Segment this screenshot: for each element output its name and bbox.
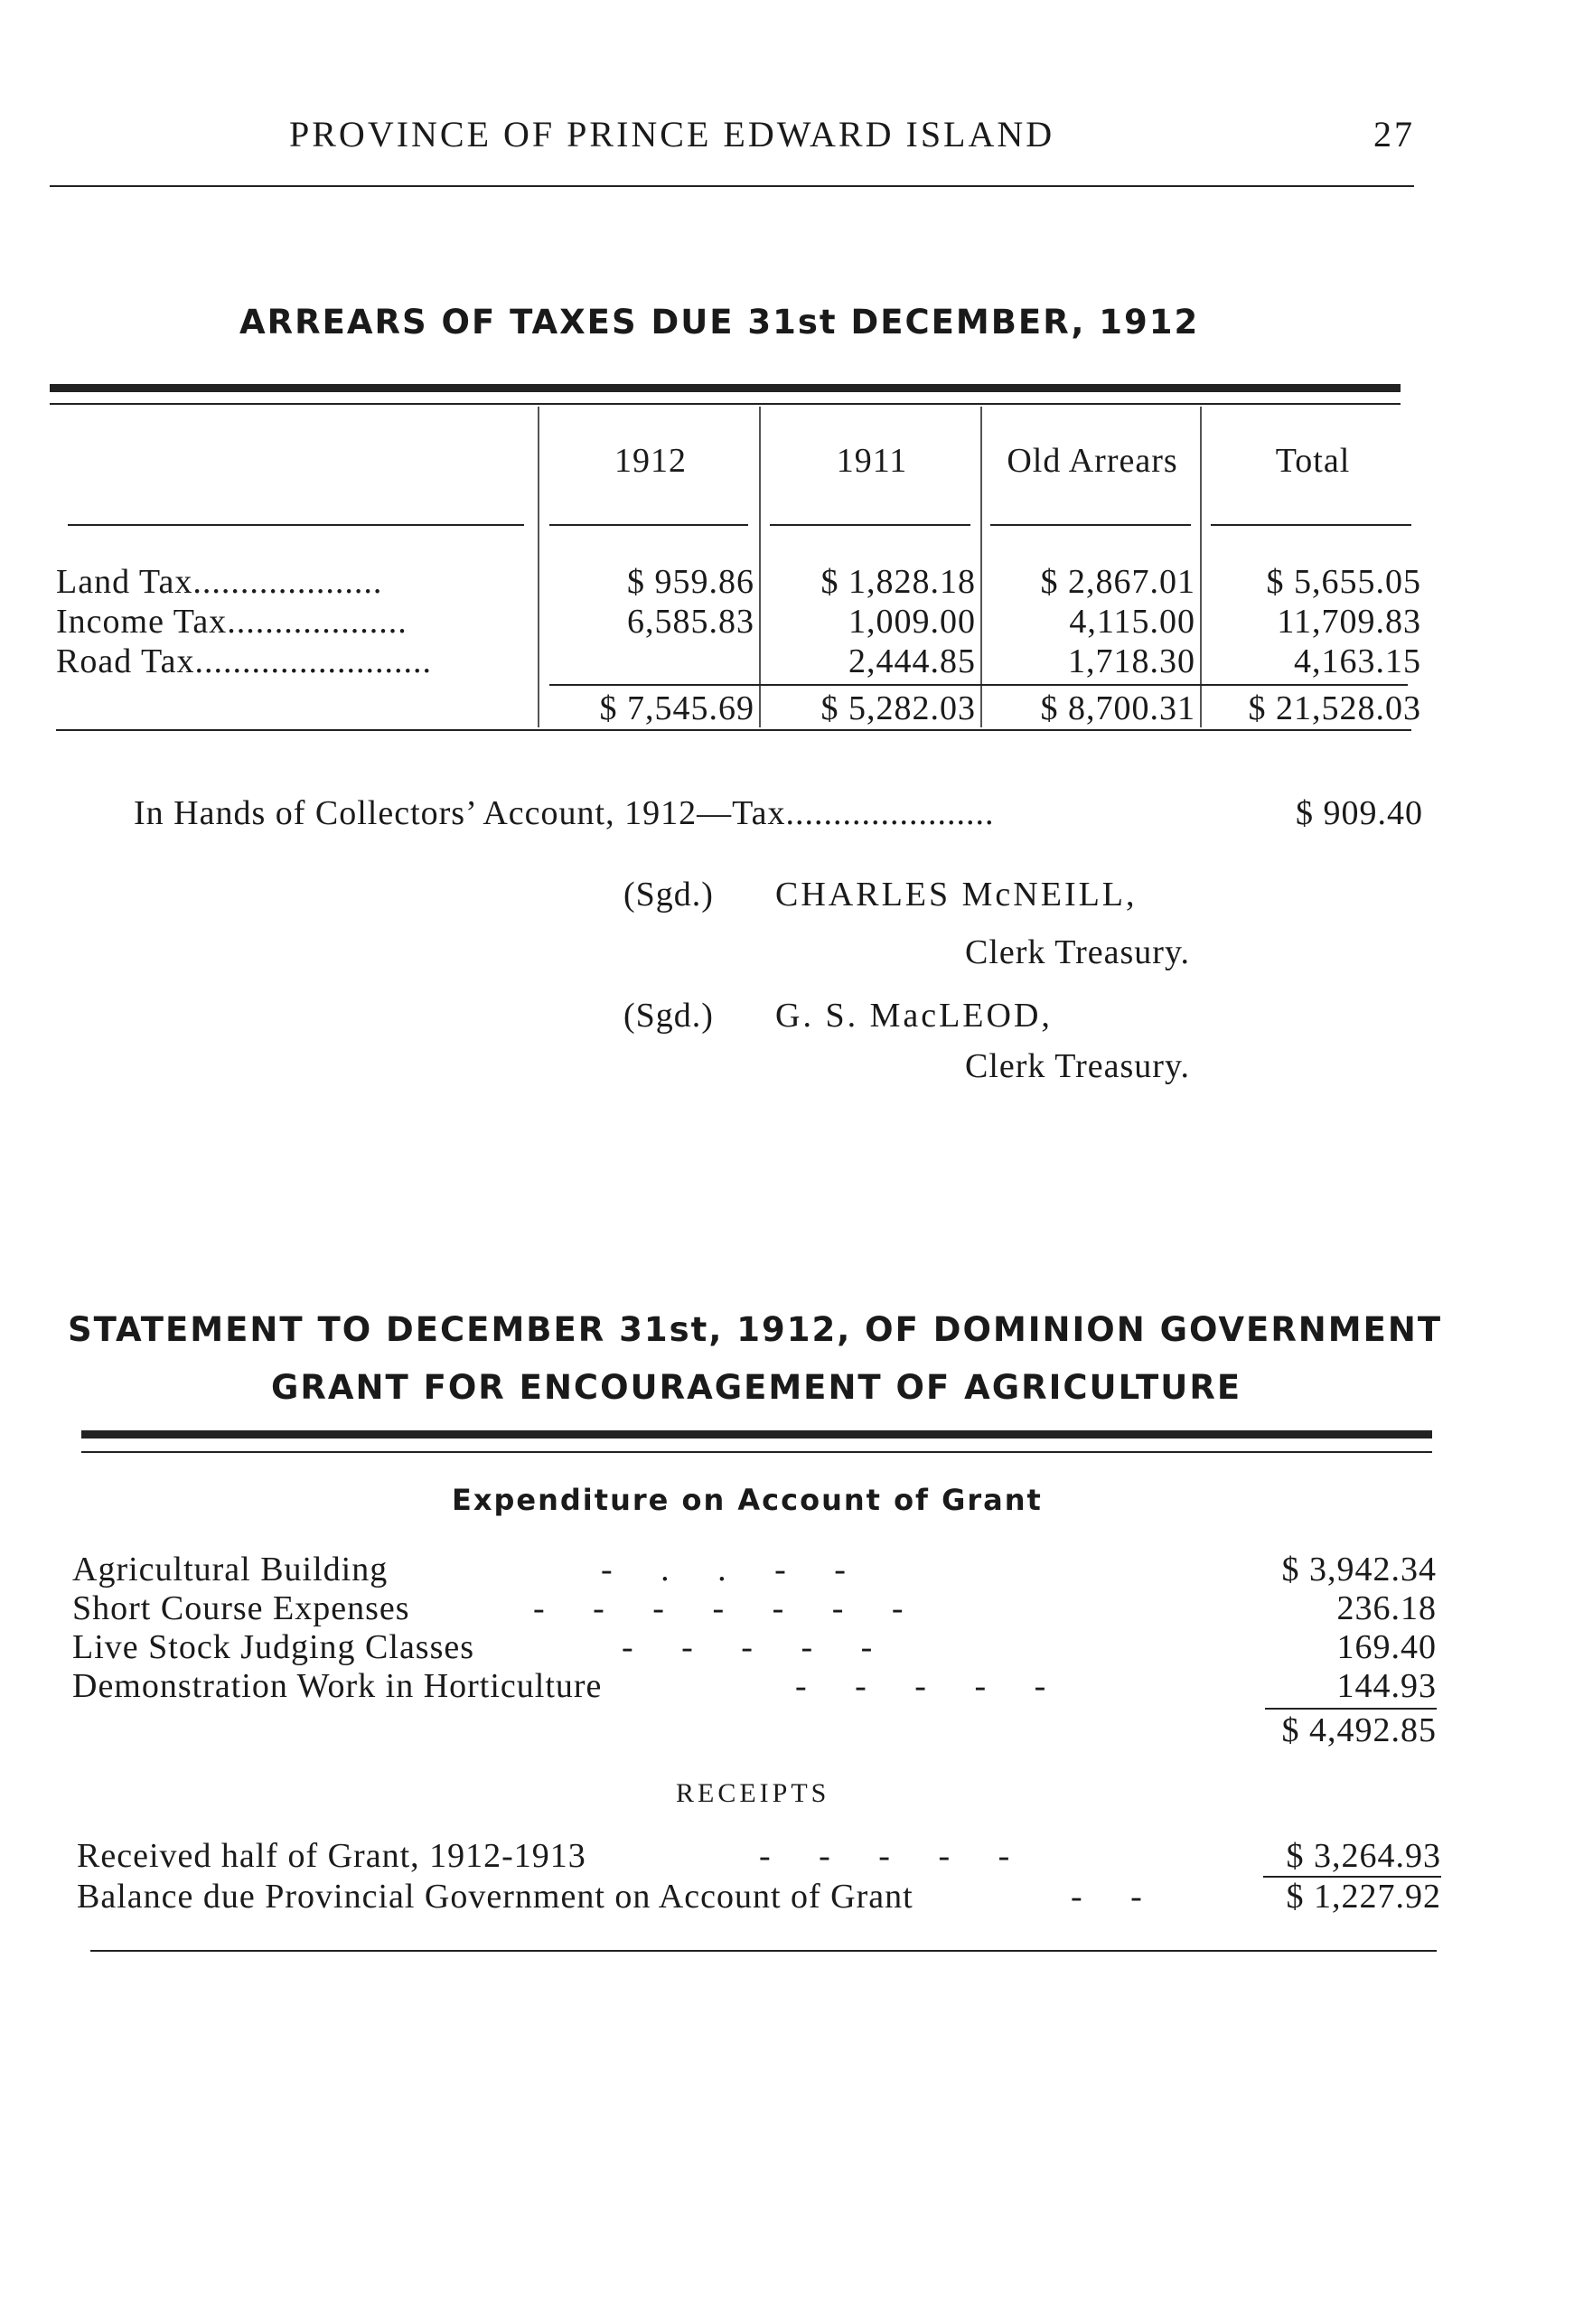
cell-road-1911: 2,444.85 [848, 642, 976, 680]
arrears-title: ARREARS OF TAXES DUE 31st DECEMBER, 1912 [239, 303, 1200, 342]
arrears-thin-rule [50, 403, 1401, 405]
header-rule [50, 185, 1414, 187]
expenditure-value: 169.40 [1336, 1628, 1437, 1666]
header-underline [990, 524, 1191, 526]
leader-dashes: - - - - - [759, 1837, 1011, 1875]
cell-income-old: 4,115.00 [1069, 603, 1195, 641]
grant-thick-rule [81, 1430, 1432, 1438]
cell-income-1912: 6,585.83 [627, 603, 754, 641]
cell-income-total: 11,709.83 [1277, 603, 1421, 641]
row-label-road-tax: Road Tax......................... [56, 642, 432, 680]
row-label-land-tax: Land Tax.................... [56, 563, 383, 601]
leader-dashes: - . . - - [601, 1551, 847, 1588]
header-underline [770, 524, 970, 526]
total-old: $ 8,700.31 [1040, 689, 1195, 727]
column-divider [1200, 407, 1202, 727]
running-title: PROVINCE OF PRINCE EDWARD ISLAND [289, 114, 1055, 155]
expenditure-label: Agricultural Building [72, 1551, 389, 1588]
signature-name: CHARLES McNEILL, [775, 876, 1138, 914]
grant-title-line1: STATEMENT TO DECEMBER 31st, 1912, OF DOMINION GOVERNMENT [68, 1310, 1443, 1349]
collectors-label: In Hands of Collectors’ Account, 1912—Tax...................... [134, 794, 995, 832]
header-underline [68, 524, 524, 526]
total-grand: $ 21,528.03 [1248, 689, 1421, 727]
signature-role: Clerk Treasury. [965, 933, 1190, 971]
expenditure-value: $ 3,942.34 [1281, 1551, 1437, 1588]
arrears-thick-rule [50, 384, 1401, 392]
signature-prefix: (Sgd.) [623, 876, 714, 914]
expenditure-total: $ 4,492.85 [1281, 1711, 1437, 1749]
leader-dashes: - - - - - [795, 1667, 1047, 1705]
subtotal-rule [1265, 1708, 1437, 1710]
signature-role: Clerk Treasury. [965, 1047, 1190, 1085]
cell-land-old: $ 2,867.01 [1040, 563, 1195, 601]
expenditure-label: Short Course Expenses [72, 1589, 410, 1627]
cell-road-old: 1,718.30 [1068, 642, 1195, 680]
col-header-1911: 1911 [836, 442, 908, 480]
page-number: 27 [1373, 114, 1415, 155]
row-label-income-tax: Income Tax................... [56, 603, 408, 641]
cell-income-1911: 1,009.00 [848, 603, 976, 641]
expenditure-value: 144.93 [1336, 1667, 1437, 1705]
column-divider [980, 407, 982, 727]
expenditure-heading: Expenditure on Account of Grant [452, 1483, 1043, 1517]
expenditure-label: Live Stock Judging Classes [72, 1628, 475, 1666]
col-header-1912: 1912 [614, 442, 687, 480]
totals-rule [549, 684, 1408, 686]
signature-prefix: (Sgd.) [623, 997, 714, 1035]
header-underline [549, 524, 748, 526]
leader-dashes: - - - - - - - [533, 1589, 904, 1627]
column-divider [538, 407, 539, 727]
expenditure-label: Demonstration Work in Horticulture [72, 1667, 603, 1705]
receipt-value: $ 1,227.92 [1286, 1878, 1441, 1916]
cell-land-1911: $ 1,828.18 [820, 563, 976, 601]
leader-dashes: - - - - - [622, 1628, 874, 1666]
grant-title-line2: GRANT FOR ENCOURAGEMENT OF AGRICULTURE [271, 1368, 1242, 1407]
receipts-heading: RECEIPTS [676, 1778, 830, 1808]
column-divider [759, 407, 761, 727]
total-1912: $ 7,545.69 [599, 689, 754, 727]
receipt-value: $ 3,264.93 [1286, 1837, 1441, 1875]
bottom-rule [90, 1950, 1437, 1952]
expenditure-value: 236.18 [1336, 1589, 1437, 1627]
collectors-value: $ 909.40 [1296, 794, 1423, 832]
cell-land-total: $ 5,655.05 [1266, 563, 1421, 601]
receipt-label: Balance due Provincial Government on Account of Grant [77, 1878, 913, 1916]
col-header-old-arrears: Old Arrears [1007, 442, 1178, 480]
grant-thin-rule [81, 1451, 1432, 1453]
receipt-label: Received half of Grant, 1912-1913 [77, 1837, 586, 1875]
table-bottom-rule [56, 729, 1411, 731]
signature-name: G. S. MacLEOD, [775, 997, 1053, 1035]
leader-dashes: - - [1071, 1878, 1143, 1916]
cell-road-total: 4,163.15 [1294, 642, 1421, 680]
total-1911: $ 5,282.03 [820, 689, 976, 727]
header-underline [1211, 524, 1411, 526]
col-header-total: Total [1275, 442, 1351, 480]
cell-land-1912: $ 959.86 [627, 563, 754, 601]
